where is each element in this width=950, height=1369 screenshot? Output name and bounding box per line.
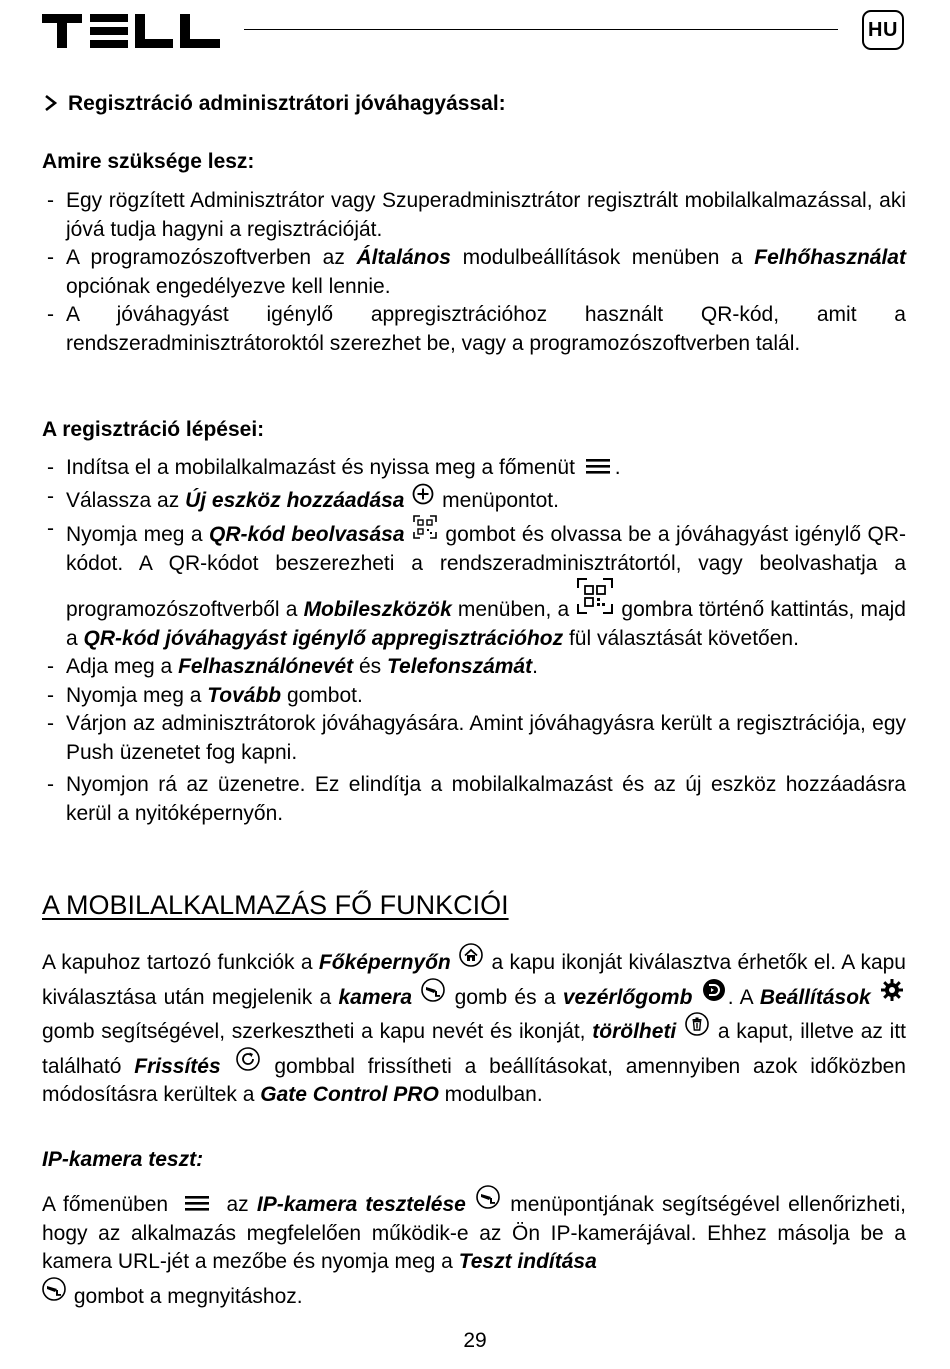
- trash-icon: [685, 1012, 709, 1036]
- camera-icon: [421, 978, 445, 1002]
- steps-list: [42, 454, 906, 828]
- menu-icon: [583, 455, 613, 477]
- qr-code-icon: [577, 578, 613, 614]
- camera-icon: [476, 1185, 500, 1209]
- list-item: - Adja meg a Felhasználónevét és Telefonszámát.: [42, 653, 906, 682]
- tell-logo: [42, 14, 220, 48]
- main-functions-paragraph: A kapuhoz tartozó funkciók a Főképernyőn a kapu ikonját kiválasztva érhetők el. A kapu kiválasztása után megjelenik a kamera gomb és a vezérlőgomb . A Beállítások gomb segítségével, szerkesztheti a kapu nevét és ikonját, törölheti a kaput, illetve az itt található Frissítés gombbal frissítheti a beállításokat, amennyiben azok időközben módosításra kerültek a Gate Control PRO modulban.: [42, 943, 906, 1110]
- home-icon: [459, 943, 483, 967]
- control-icon: [702, 978, 726, 1002]
- menu-icon: [182, 1192, 212, 1214]
- language-badge: HU: [862, 10, 904, 50]
- gear-icon: [880, 978, 904, 1002]
- refresh-icon: [236, 1047, 260, 1071]
- header-rule: [244, 29, 838, 30]
- camera-icon: [42, 1277, 66, 1301]
- section-heading-admin-approval: Regisztráció adminisztrátori jóváhagyással:: [42, 90, 506, 119]
- list-item: - Egy rögzített Adminisztrátor vagy Szuperadminisztrátor regisztrált mobilalkalmazással, aki jóvá tudja hagyni a regisztrációját.: [42, 187, 906, 244]
- page-number: 29: [463, 1329, 487, 1352]
- section-title-main-functions: A MOBILALKALMAZÁS FŐ FUNKCIÓI: [42, 890, 509, 920]
- list-item: - Nyomjon rá az üzenetre. Ez elindítja a mobilalkalmazást és az új eszköz hozzáadásra kerül a nyitóképernyőn.: [42, 771, 906, 828]
- ipcam-heading: IP-kamera teszt:: [42, 1148, 204, 1171]
- list-item: - Nyomja meg a QR-kód beolvasása gombot és olvassa be a jóváhagyást igénylő QR-kódot. A QR-kódot beszerezheti a rendszeradminisztrátortól, vagy beolvashatja a programozószoftverből a Mobileszközök menüben, a gombra történő kattintás, majd a QR-kód jóváhagyást igénylő appregisztrációhoz fül választását követően.: [42, 515, 906, 653]
- list-item: - A jóváhagyást igénylő appregisztrációhoz használt QR-kód, amit a rendszeradminisztrátoroktól szerezhet be, vagy a programozószoftverben talál.: [42, 301, 906, 358]
- list-item: - Nyomja meg a Tovább gombot.: [42, 682, 906, 711]
- needs-list: [42, 187, 906, 358]
- list-item: - Válassza az Új eszköz hozzáadása menüpontot.: [42, 483, 906, 516]
- list-item: - A programozószoftverben az Általános modulbeállítások menüben a Felhőhasználat opciónak engedélyezve kell lennie.: [42, 244, 906, 301]
- steps-heading: A regisztráció lépései:: [42, 418, 265, 441]
- qr-scan-icon: [413, 515, 437, 539]
- arrow-bullet-icon: [42, 90, 68, 119]
- add-circle-icon: [412, 483, 434, 505]
- list-item: - Várjon az adminisztrátorok jóváhagyására. Amint jóváhagyásra került a regisztrációja, egy Push üzenetet fog kapni.: [42, 710, 906, 767]
- ipcam-paragraph: A főmenüben az IP-kamera tesztelése menüpontjának segítségével ellenőrizheti, hogy az alkalmazás megfelelően működik-e az Ön IP-kamerájával. Ehhez másolja be a kamera URL-jét a mezőbe és nyomja meg a Teszt indítása gombot a megnyitáshoz.: [42, 1185, 906, 1311]
- needs-heading: Amire szüksége lesz:: [42, 150, 255, 173]
- list-item: - Indítsa el a mobilalkalmazást és nyissa meg a főmenüt .: [42, 454, 906, 483]
